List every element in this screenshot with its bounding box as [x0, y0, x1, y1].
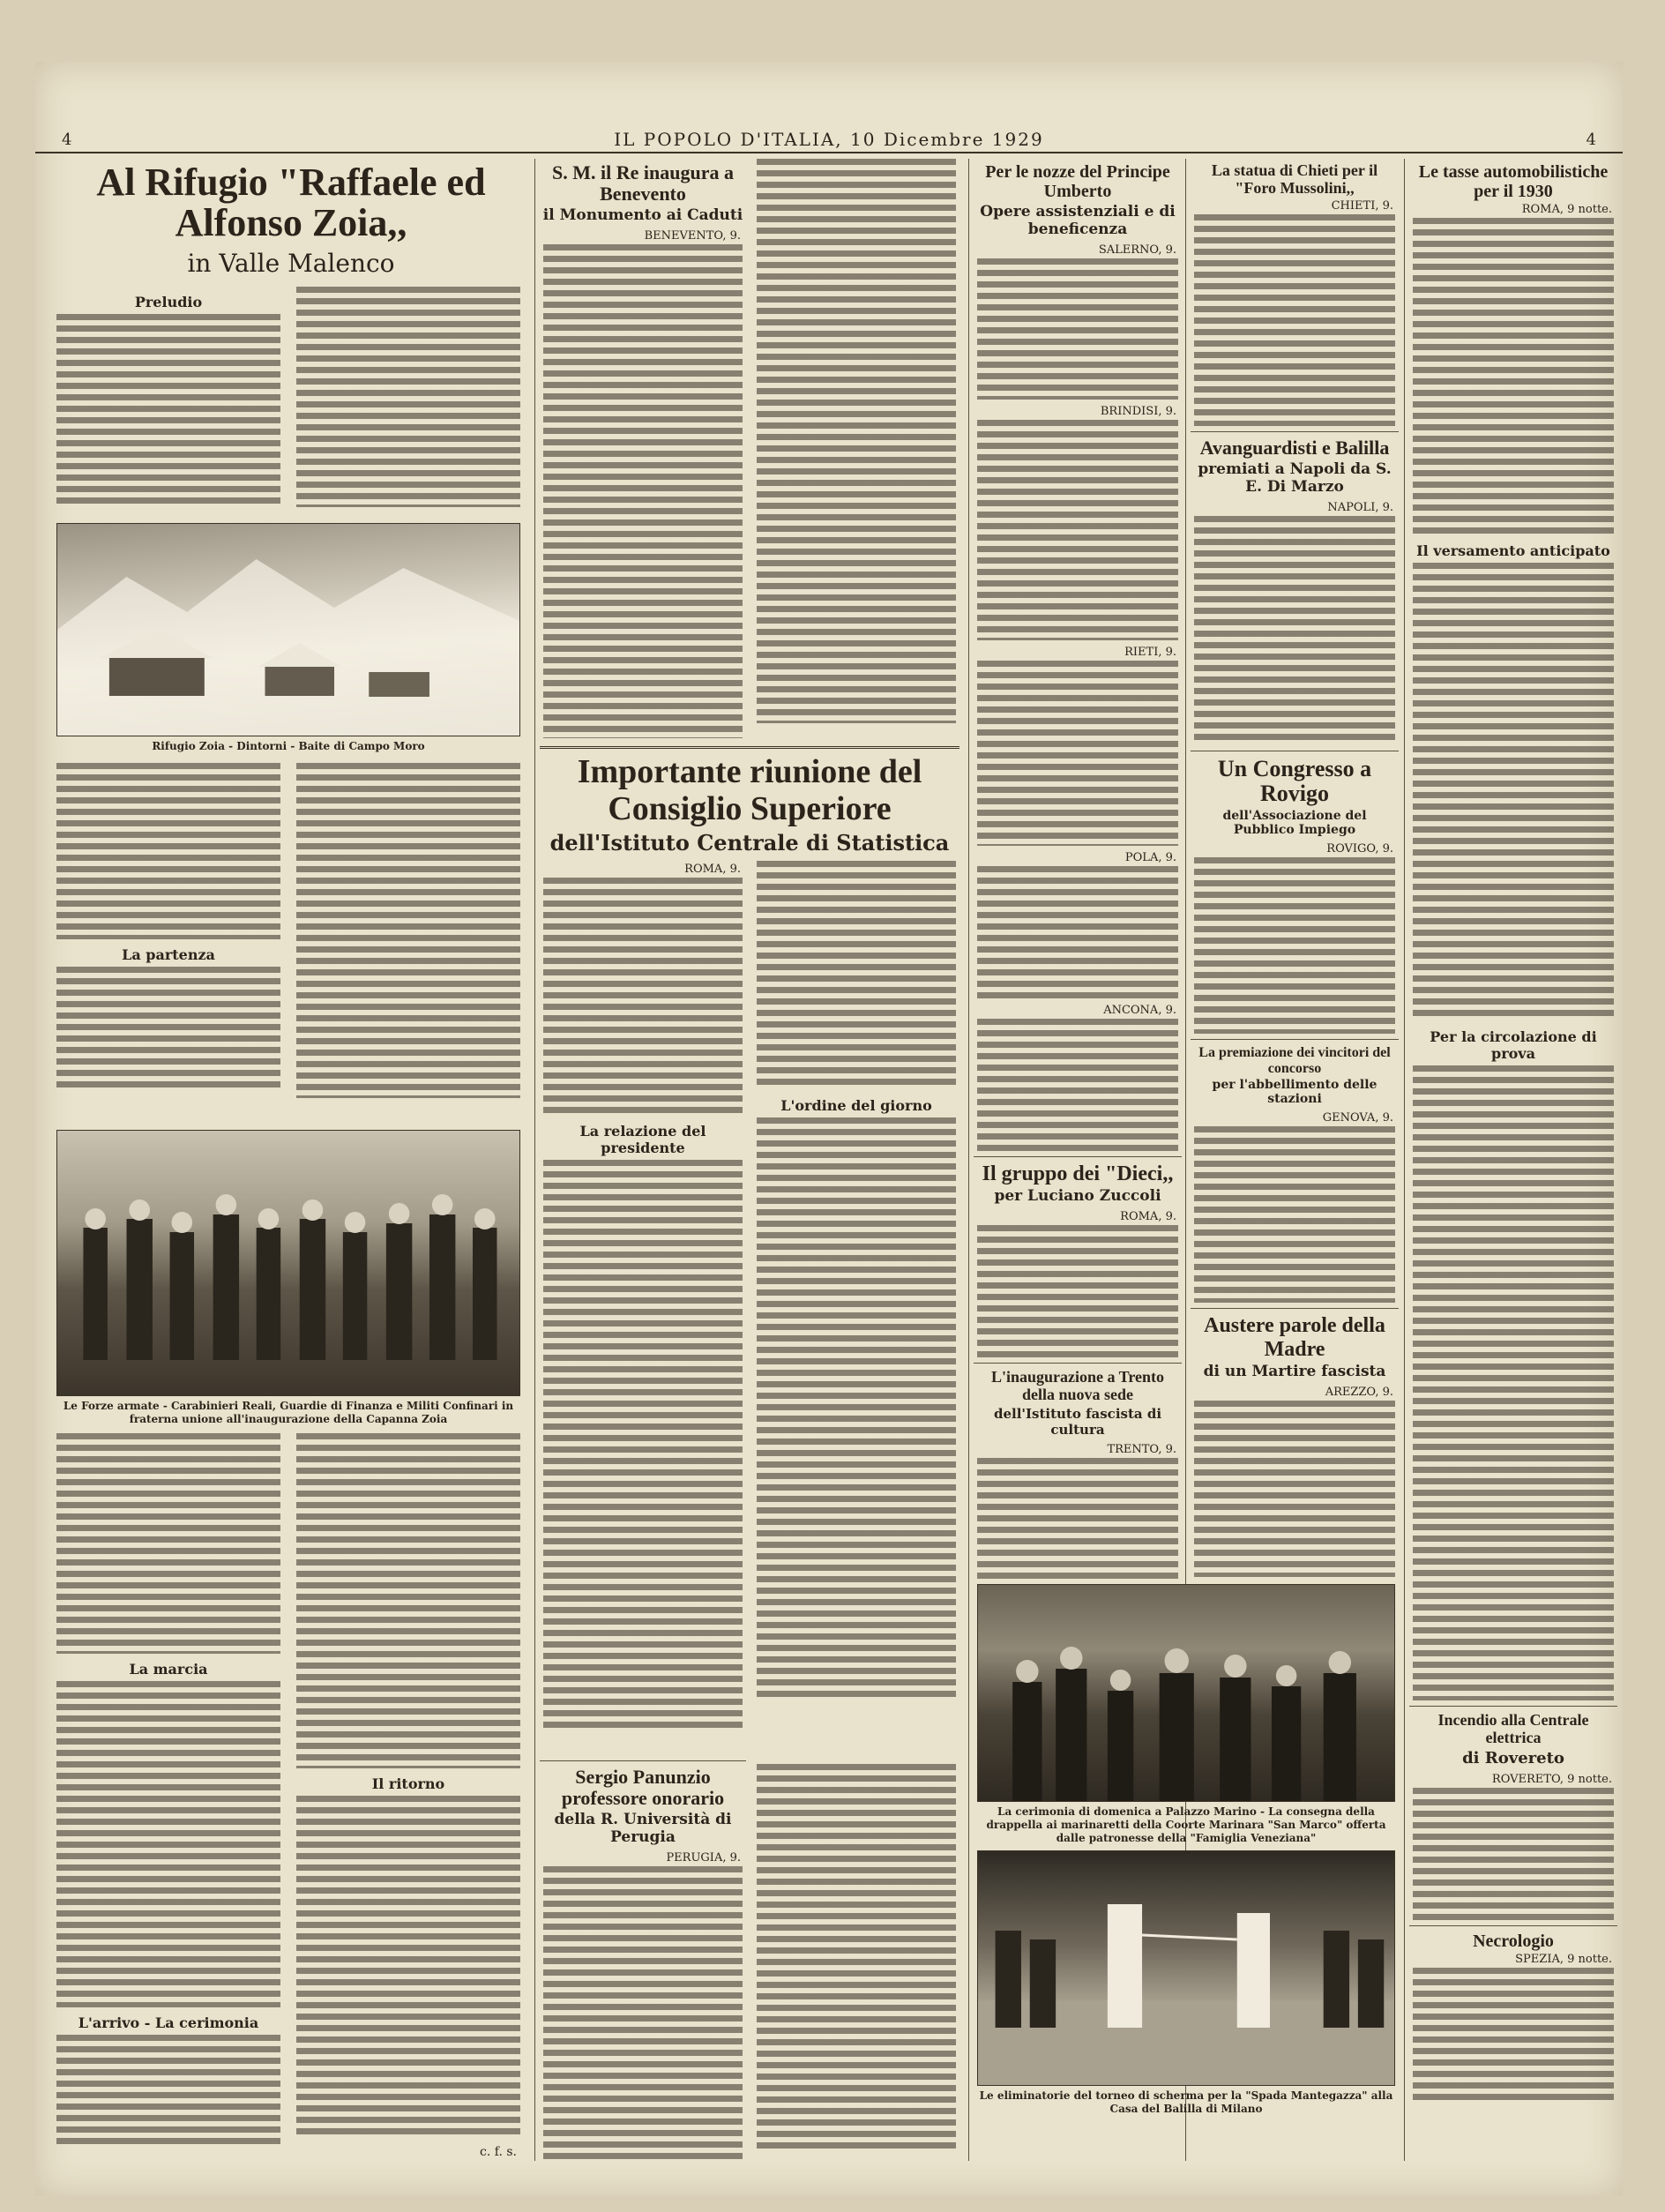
rovigo-title: Un Congresso a Rovigo: [1217, 755, 1372, 807]
rovigo-dateline: ROVIGO, 9.: [1326, 841, 1393, 856]
section-circolazione-prova: Per la circolazione di prova: [1430, 1028, 1597, 1062]
concorso-subtitle: per l'abbellimento delle stazioni: [1212, 1078, 1378, 1107]
page-number-right: 4: [1586, 131, 1596, 149]
madre-dateline: AREZZO, 9.: [1325, 1385, 1393, 1399]
necrologio-title: Necrologio: [1473, 1931, 1554, 1951]
dateline-rieti: RIETI, 9.: [1124, 646, 1176, 659]
incendio-dateline: ROVERETO, 9 notte.: [1491, 1772, 1612, 1786]
balilla-dateline: NAPOLI, 9.: [1327, 500, 1393, 514]
tasse-dateline: ROMA, 9 notte.: [1521, 203, 1612, 216]
section-versamento-anticipato: Il versamento anticipato: [1416, 542, 1610, 559]
chieti-title: La statua di Chieti per il "Foro Mussolini,,: [1211, 161, 1378, 197]
rifugio-col-a: [53, 287, 284, 513]
dieci-subtitle: per Luciano Zuccoli: [994, 1187, 1161, 1206]
article-tasse-automobilistiche: [1409, 162, 1617, 1700]
concorso-dateline: GENOVA, 9.: [1322, 1111, 1393, 1125]
article-panunzio: [540, 1755, 746, 2161]
photo-forze-armate-caption: Le Forze armate - Carabinieri Reali, Guardie di Finanza e Militi Confinari in fraterna unione all'inaugurazione della Capanna Zoia: [63, 1400, 514, 1426]
article-title: Al Rifugio "Raffaele ed Alfonso Zoia,,: [96, 161, 486, 245]
consiglio-dateline: ROMA, 9.: [684, 862, 741, 876]
dateline-ancona: ANCONA, 9.: [1103, 1004, 1176, 1017]
panunzio-title: Sergio Panunzio professore onorario: [561, 1766, 725, 1810]
article-incendio-rovereto: [1409, 1706, 1617, 1920]
benevento-subtitle: il Monumento ai Caduti: [542, 206, 743, 225]
article-consiglio-superiore: [540, 741, 959, 1787]
photo-block: [974, 1579, 1399, 2121]
photo-torneo-scherma: [977, 1850, 1395, 2086]
article-nozze-principe: [974, 162, 1182, 1151]
photo-rifugio-zoia: [56, 523, 520, 736]
section-relazione-presidente: La relazione del presidente: [579, 1122, 706, 1156]
section-arrivo: L'arrivo - La cerimonia: [78, 2014, 259, 2032]
dateline-salerno: SALERNO, 9.: [1098, 243, 1176, 257]
panunzio-subtitle: della R. Università di Perugia: [554, 1811, 732, 1847]
incendio-subtitle: di Rovereto: [1462, 1748, 1564, 1767]
necrologio-dateline: SPEZIA, 9 notte.: [1515, 1952, 1612, 1966]
photo-rifugio-caption: Rifugio Zoia - Dintorni - Baite di Campo Moro: [152, 740, 425, 753]
article-necrologio: [1409, 1925, 1617, 2100]
consiglio-title: Importante riunione del Consiglio Superiore: [577, 753, 922, 827]
dieci-title: Il gruppo dei "Dieci,,: [982, 1162, 1174, 1185]
nozze-title: Per le nozze del Principe Umberto: [985, 162, 1170, 201]
article-signature: c. f. s.: [480, 2145, 517, 2160]
chieti-dateline: CHIETI, 9.: [1331, 198, 1393, 213]
balilla-title: Avanguardisti e Balilla: [1199, 436, 1390, 459]
madre-subtitle: di un Martire fascista: [1203, 1362, 1386, 1380]
rifugio-col-b: [293, 287, 524, 512]
article-re-benevento: [540, 159, 746, 744]
section-preludio: Preludio: [134, 294, 203, 311]
newspaper-page: [35, 62, 1623, 2196]
benevento-title: S. M. il Re inaugura a Benevento: [552, 161, 734, 206]
consiglio-subtitle: dell'Istituto Centrale di Statistica: [549, 829, 950, 856]
torneo-scherma-caption: Le eliminatorie del torneo di scherma per la "Spada Mantegazza" alla Casa del Balilla di Milano: [979, 2089, 1393, 2115]
column-7: [1409, 159, 1617, 2161]
article-statua-chieti: [1191, 162, 1399, 426]
section-ordine-del-giorno: L'ordine del giorno: [780, 1096, 932, 1114]
palazzo-marino-caption: La cerimonia di domenica a Palazzo Marino - La consegna della drappella ai marinaretti della Coorte Marinara "San Marco" offerta dalle patronesse della "Famiglia Veneziana": [986, 1805, 1386, 1844]
section-marcia: La marcia: [129, 1661, 208, 1678]
article-rifugio-zoia: [53, 159, 529, 2161]
tasse-title: Le tasse automobilistiche per il 1930: [1418, 162, 1609, 201]
article-congresso-rovigo: [1191, 751, 1399, 1034]
section-ritorno: Il ritorno: [371, 1775, 445, 1793]
dieci-dateline: ROMA, 9.: [1120, 1210, 1176, 1224]
page-number-left: 4: [62, 131, 72, 149]
section-partenza: La partenza: [122, 946, 215, 964]
page-header: [35, 125, 1623, 153]
photo-palazzo-marino: [977, 1584, 1395, 1802]
photo-forze-armate: [56, 1130, 520, 1396]
trento-subtitle: dell'Istituto fascista di cultura: [993, 1405, 1162, 1438]
balilla-subtitle: premiati a Napoli da S. E. Di Marzo: [1198, 460, 1392, 496]
rovigo-subtitle: dell'Associazione del Pubblico Impiego: [1222, 808, 1367, 837]
article-avanguardisti-balilla: [1191, 431, 1399, 745]
nozze-subtitle: Opere assistenziali e di beneficenza: [980, 203, 1176, 238]
article-subtitle: in Valle Malenco: [187, 249, 395, 279]
article-madre-martire: [1191, 1308, 1399, 1577]
masthead: IL POPOLO D'ITALIA, 10 Dicembre 1929: [614, 129, 1044, 150]
trento-dateline: TRENTO, 9.: [1107, 1442, 1176, 1456]
trento-title: L'inaugurazione a Trento della nuova sede: [990, 1368, 1165, 1404]
article-premiazione-concorso: [1191, 1039, 1399, 1303]
article-gruppo-dieci: [974, 1156, 1182, 1357]
incendio-title: Incendio alla Centrale elettrica: [1437, 1711, 1589, 1746]
benevento-dateline: BENEVENTO, 9.: [644, 229, 741, 243]
dateline-pola: POLA, 9.: [1124, 851, 1176, 864]
madre-title: Austere parole della Madre: [1204, 1314, 1385, 1361]
column-3-4: [540, 159, 963, 2161]
concorso-title: La premiazione dei vincitori del concorso: [1198, 1044, 1391, 1076]
dateline-brindisi: BRINDISI, 9.: [1100, 405, 1176, 418]
panunzio-dateline: PERUGIA, 9.: [666, 1851, 741, 1865]
